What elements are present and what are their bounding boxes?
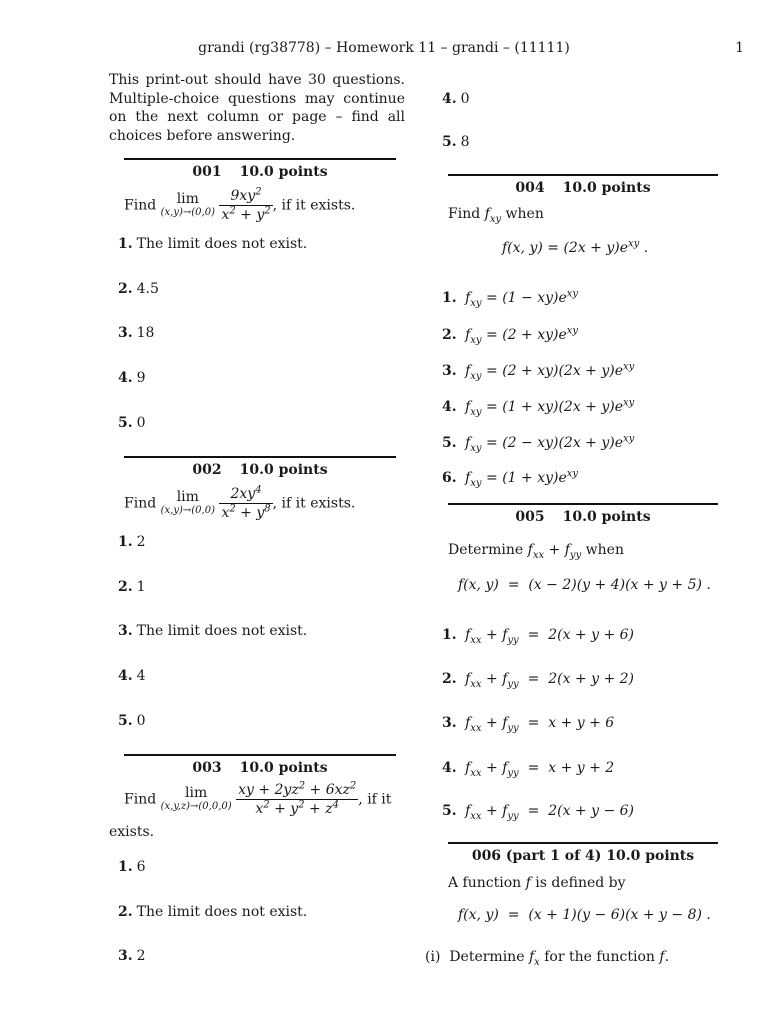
limit-operator: lim (x,y)→(0,0) bbox=[160, 190, 215, 218]
question-004-function: f(x, $y) = (2x + y)e^{xy}$ . bbox=[502, 238, 649, 256]
choice[interactable]: 1. The limit does not exist. bbox=[118, 236, 308, 252]
question-006-header bbox=[448, 842, 718, 864]
question-004-prompt: Find $f_{xy}$ when bbox=[448, 206, 544, 225]
choice[interactable]: 5. 0 bbox=[118, 415, 146, 431]
question-number: 005 bbox=[515, 509, 545, 525]
choice[interactable]: 5. $f_{xx} + f_{yy} = 2(x + y - 6)$ bbox=[442, 803, 635, 822]
question-points: 10.0 points bbox=[562, 180, 651, 196]
choice[interactable]: 2. 1 bbox=[118, 579, 146, 595]
choice[interactable]: 1. $f_{xy} = (1 - xy)e^{xy}$ bbox=[442, 288, 579, 309]
question-001-header bbox=[124, 158, 396, 180]
question-005-function: f(x, y) = (x − 2)(y + 4)(x + y + 5) . bbox=[458, 577, 711, 593]
choice[interactable]: 3. $f_{xy} = (2 + xy)(2x + y)e^{xy}$ bbox=[442, 361, 635, 382]
prompt-tail: , if it bbox=[358, 791, 392, 808]
question-002-header bbox=[124, 456, 396, 478]
question-number: 004 bbox=[515, 180, 545, 196]
choice[interactable]: 3. $f_{xx} + f_{yy} = x + y + 6$ bbox=[442, 715, 615, 734]
choice[interactable]: 5. 0 bbox=[118, 713, 146, 729]
choice[interactable]: 6. $f_{xy} = (1 + xy)e^{xy}$ bbox=[442, 468, 579, 489]
choice[interactable]: 2. The limit does not exist. bbox=[118, 904, 308, 920]
question-points: 10.0 points bbox=[562, 509, 651, 525]
question-003-prompt bbox=[124, 782, 391, 817]
question-points: 10.0 points bbox=[239, 164, 328, 180]
intro-text: This print-out should have 30 questions. Multiple-choice questions may continue on the next column or page – find all choices before answering. bbox=[109, 72, 405, 144]
question-001-prompt bbox=[124, 188, 355, 223]
question-003-prompt-cont: exists. bbox=[109, 824, 155, 840]
header-title: grandi (rg38778) – Homework 11 – grandi – (11111) bbox=[198, 40, 570, 56]
choice[interactable]: 2. $f_{xx} + f_{yy} = 2(x + y + 2)$ bbox=[442, 671, 635, 690]
question-005-prompt: Determine $f_{xx} + f_{yy}$ when bbox=[448, 542, 624, 561]
limit-fraction: $\frac{9xy^2}{x^2 + y^2}$ bbox=[221, 186, 271, 223]
limit-fraction: $\frac{xy + 2yz^2 + 6xz^2}{x^2 + y^2 + z^4}$ bbox=[238, 780, 357, 817]
prompt-word: Find bbox=[124, 791, 157, 808]
question-points: 10.0 points bbox=[239, 760, 328, 776]
choice[interactable]: 3. The limit does not exist. bbox=[118, 623, 308, 639]
prompt-tail: , if it exists. bbox=[272, 197, 356, 214]
choice[interactable]: 3. 18 bbox=[118, 325, 155, 341]
question-number: 003 bbox=[192, 760, 222, 776]
question-004-header bbox=[448, 174, 718, 196]
page-number: 1 bbox=[735, 40, 744, 56]
choice[interactable]: 3. 2 bbox=[118, 948, 146, 964]
choice[interactable]: 4. $f_{xx} + f_{yy} = x + y + 2$ bbox=[442, 760, 615, 779]
limit-operator: lim (x,y)→(0,0) bbox=[160, 488, 215, 516]
choice[interactable]: 1. 2 bbox=[118, 534, 146, 550]
question-003-header bbox=[124, 754, 396, 776]
limit-fraction: $\frac{2xy^4}{x^2 + y^8}$ bbox=[221, 484, 271, 521]
choice[interactable]: 1. $f_{xx} + f_{yy} = 2(x + y + 6)$ bbox=[442, 627, 635, 646]
question-number: 001 bbox=[192, 164, 222, 180]
page-header bbox=[0, 40, 768, 62]
question-006-function: f(x, y) = (x + 1)(y − 6)(x + y − 8) . bbox=[458, 907, 711, 923]
choice[interactable]: 4. 0 bbox=[442, 91, 470, 107]
question-number: 002 bbox=[192, 462, 222, 478]
choice[interactable]: 5. $f_{xy} = (2 - xy)(2x + y)e^{xy}$ bbox=[442, 433, 635, 454]
prompt-word: Find bbox=[124, 495, 157, 512]
choice[interactable]: 5. 8 bbox=[442, 134, 470, 150]
choice[interactable]: 4. $f_{xy} = (1 + xy)(2x + y)e^{xy}$ bbox=[442, 397, 635, 418]
question-006-part-i: (i) Determine $f_x$ for the function f. bbox=[425, 949, 670, 968]
choice[interactable]: 2. $f_{xy} = (2 + xy)e^{xy}$ bbox=[442, 325, 579, 346]
choice[interactable]: 2. 4.5 bbox=[118, 281, 159, 297]
prompt-word: Find bbox=[124, 197, 157, 214]
question-006-intro: A function f is defined by bbox=[448, 875, 626, 891]
question-heading: 006 (part 1 of 4) 10.0 points bbox=[471, 848, 695, 864]
choice[interactable]: 4. 9 bbox=[118, 370, 146, 386]
choice[interactable]: 4. 4 bbox=[118, 668, 146, 684]
question-005-header bbox=[448, 503, 718, 525]
limit-operator: lim (x,y,z)→(0,0,0) bbox=[160, 784, 232, 812]
question-002-prompt bbox=[124, 486, 355, 521]
choice[interactable]: 1. 6 bbox=[118, 859, 146, 875]
question-points: 10.0 points bbox=[239, 462, 328, 478]
prompt-tail: , if it exists. bbox=[272, 495, 356, 512]
